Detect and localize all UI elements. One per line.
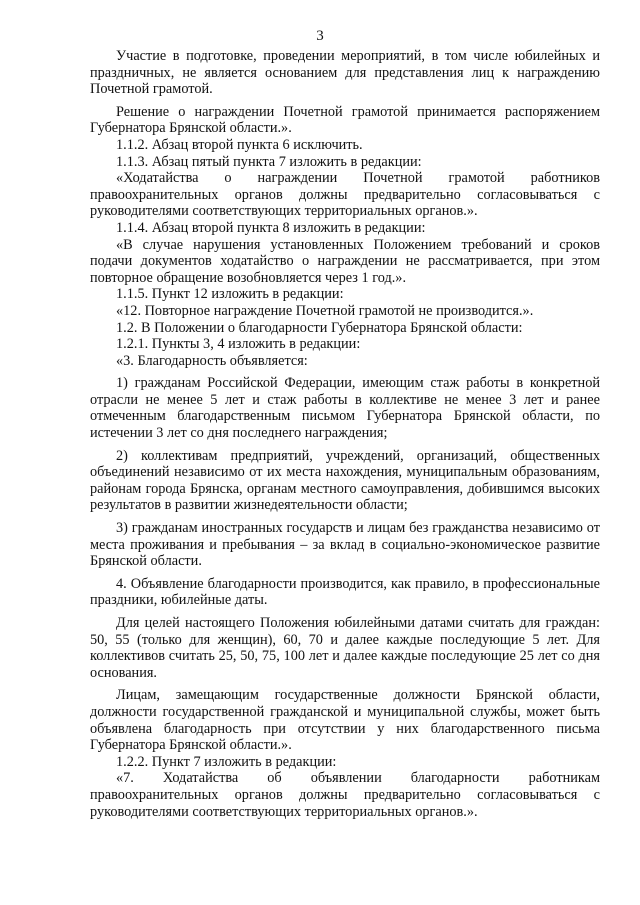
- paragraph: Лицам, замещающим государственные должности Брянской области, должности государственной гражданской и муниципальной службы, может быть объявлена благодарность при отсутствии у них благодарственного письма Губернатора Брянской области.».: [90, 687, 600, 754]
- paragraph: 1.1.3. Абзац пятый пункта 7 изложить в редакции:: [116, 153, 422, 170]
- paragraph: 1) гражданам Российской Федерации, имеющим стаж работы в конкретной отрасли не менее 5 лет и стаж работы в коллективе не менее 3 лет и ранее отмеченным благодарственным письмом Губернатора Брянской области, по истечении 3 лет со дня последнего награждения;: [90, 375, 600, 442]
- paragraph: 2) коллективам предприятий, учреждений, организаций, общественных объединений независимо от их места нахождения, муниципальным образованиям, районам города Брянска, органам местного самоуправления, добившимся высоких результатов в развитии жизнедеятельности области;: [90, 447, 600, 514]
- paragraph: 4. Объявление благодарности производится, как правило, в профессиональные праздники, юбилейные даты.: [90, 575, 600, 609]
- paragraph: 1.2.2. Пункт 7 изложить в редакции:: [116, 753, 337, 770]
- page-number: 3: [316, 28, 324, 44]
- paragraph: 1.1.4. Абзац второй пункта 8 изложить в редакции:: [116, 219, 426, 236]
- paragraph: Для целей настоящего Положения юбилейными датами считать для граждан: 50, 55 (только для женщин), 60, 70 и далее каждые последующие 5 лет. Для коллективов считать 25, 50, 75, 100 лет и далее каждые последующие 25 лет со дня основания.: [90, 615, 600, 681]
- paragraph: Участие в подготовке, проведении мероприятий, в том числе юбилейных и праздничных, не является основанием для представления лиц к награждению Почетной грамотой.: [90, 48, 600, 98]
- paragraph: Решение о награждении Почетной грамотой принимается распоряжением Губернатора Брянской области.».: [90, 103, 600, 137]
- paragraph: 1.1.2. Абзац второй пункта 6 исключить.: [116, 136, 363, 153]
- paragraph: «3. Благодарность объявляется:: [116, 352, 308, 369]
- paragraph: «7. Ходатайства об объявлении благодарности работникам правоохранительных органов должны предварительно согласовываться с руководителями соответствующих территориальных органов.».: [90, 770, 600, 820]
- paragraph: 1.1.5. Пункт 12 изложить в редакции:: [116, 286, 344, 303]
- document-body: [90, 48, 600, 820]
- paragraph: «Ходатайства о награждении Почетной грамотой работников правоохранительных органов должны предварительно согласовываться с руководителями соответствующих территориальных органов.».: [90, 170, 600, 220]
- paragraph: «В случае нарушения установленных Положением требований и сроков подачи документов ходатайство о награждении не рассматривается, при этом повторное обращение возобновляется через 1 год.».: [90, 236, 600, 286]
- paragraph: 3) гражданам иностранных государств и лицам без гражданства независимо от места проживания и пребывания – за вклад в социально-экономическое развитие Брянской области.: [90, 520, 600, 570]
- paragraph: 1.2. В Положении о благодарности Губернатора Брянской области:: [116, 319, 523, 336]
- paragraph: «12. Повторное награждение Почетной грамотой не производится.».: [116, 302, 534, 319]
- paragraph: 1.2.1. Пункты 3, 4 изложить в редакции:: [116, 336, 361, 353]
